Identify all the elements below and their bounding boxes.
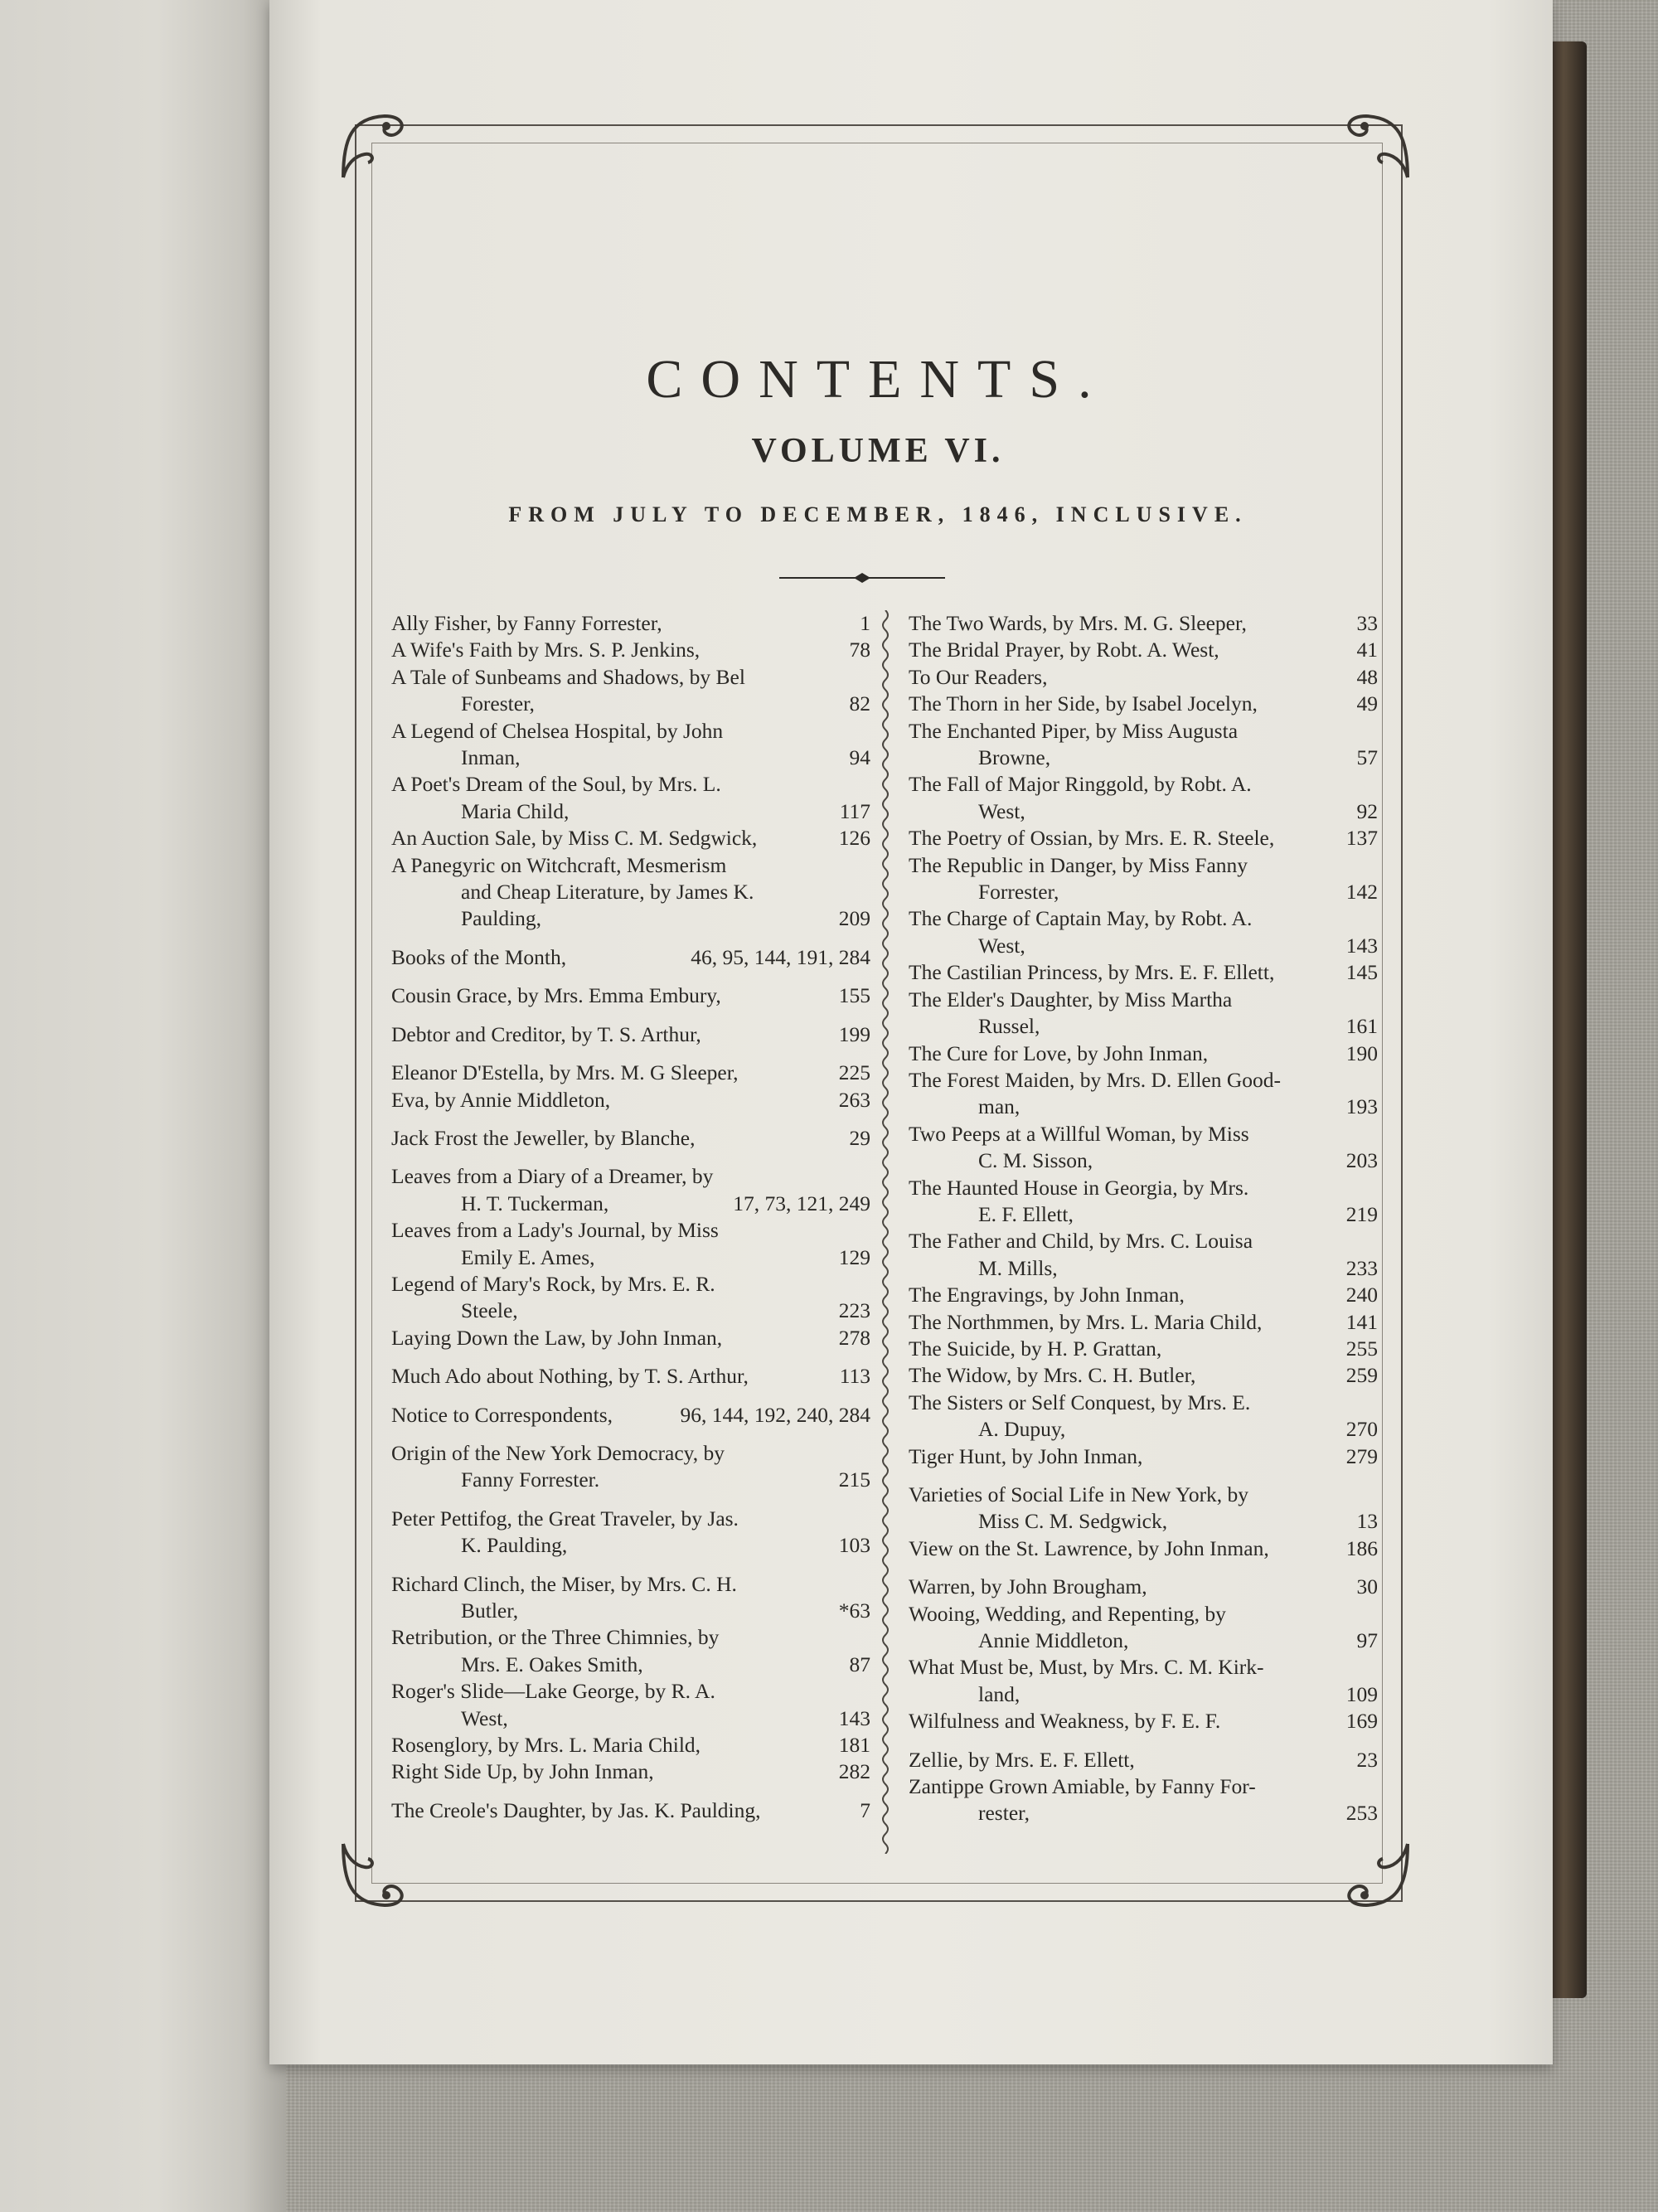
- entry-page-number: 17, 73, 121, 249: [733, 1191, 870, 1215]
- entry-title: A Legend of Chelsea Hospital, by John: [391, 718, 724, 743]
- toc-entry: [391, 1678, 870, 1732]
- entry-title: Origin of the New York Democracy, by: [391, 1440, 725, 1465]
- entry-page-number: 92: [1356, 798, 1378, 823]
- entry-title: The Two Wards, by Mrs. M. G. Sleeper,: [909, 611, 1247, 635]
- toc-entry: [391, 1363, 870, 1390]
- toc-entry: [391, 1271, 870, 1325]
- entry-title: Roger's Slide—Lake George, by R. A.: [391, 1679, 715, 1704]
- entry-title-continuation: man,: [978, 1094, 1020, 1119]
- entry-title-continuation: Browne,: [978, 745, 1051, 770]
- entry-title: Wilfulness and Weakness, by F. E. F.: [909, 1709, 1221, 1734]
- entry-page-number: 223: [838, 1298, 870, 1323]
- toc-entry: [391, 637, 870, 663]
- entry-title: The Enchanted Piper, by Miss Augusta: [909, 718, 1239, 743]
- entry-page-number: 255: [1345, 1336, 1378, 1361]
- entry-title: Retribution, or the Three Chimnies, by: [391, 1625, 720, 1650]
- entry-page-number: 30: [1356, 1574, 1378, 1599]
- entry-page-number: 109: [1345, 1681, 1378, 1706]
- toc-entry: [391, 1758, 870, 1785]
- entry-title: The Castilian Princess, by Mrs. E. F. Ellett,: [909, 960, 1275, 985]
- toc-entry: [391, 1732, 870, 1758]
- entry-page-number: 145: [1345, 960, 1378, 985]
- entry-page-number: 1: [860, 611, 870, 635]
- entry-title: Varieties of Social Life in New York, by: [909, 1482, 1249, 1506]
- entry-page-number: 263: [838, 1087, 870, 1112]
- entry-title-continuation: Russel,: [978, 1014, 1040, 1039]
- toc-entry: [391, 664, 870, 718]
- corner-ornament-icon: [1336, 106, 1416, 186]
- entry-page-number: 142: [1345, 880, 1378, 905]
- entry-page-number: 203: [1345, 1148, 1378, 1173]
- entry-title-continuation: H. T. Tuckerman,: [461, 1191, 609, 1215]
- entry-title-continuation: Maria Child,: [461, 798, 570, 823]
- entry-title: The Bridal Prayer, by Robt. A. West,: [909, 638, 1219, 662]
- toc-entry: [909, 1574, 1378, 1600]
- entry-page-number: 259: [1345, 1363, 1378, 1388]
- entry-title: A Tale of Sunbeams and Shadows, by Bel: [391, 664, 745, 689]
- entry-page-number: 193: [1345, 1094, 1378, 1119]
- entry-title: A Poet's Dream of the Soul, by Mrs. L.: [391, 772, 721, 797]
- toc-entry: [391, 1217, 870, 1271]
- entry-title: The Creole's Daughter, by Jas. K. Paulding,: [391, 1797, 761, 1822]
- entry-title-continuation: Emily E. Ames,: [461, 1244, 595, 1269]
- toc-entry: [909, 691, 1378, 717]
- toc-entry: [909, 1175, 1378, 1229]
- entry-title: The Father and Child, by Mrs. C. Louisa: [909, 1229, 1253, 1254]
- volume-label: VOLUME VI.: [751, 432, 1005, 470]
- toc-entry: [391, 610, 870, 637]
- entry-title-continuation: Inman,: [461, 745, 521, 770]
- entry-page-number: 126: [838, 826, 870, 851]
- toc-entry: [909, 1535, 1378, 1562]
- toc-entry: [909, 905, 1378, 959]
- entry-page-number: 94: [849, 745, 870, 770]
- entry-title: The Cure for Love, by John Inman,: [909, 1041, 1209, 1065]
- entry-page-number: *63: [838, 1598, 870, 1623]
- entry-page-number: 279: [1345, 1443, 1378, 1468]
- entry-page-number: 143: [838, 1705, 870, 1730]
- entry-title: Two Peeps at a Willful Woman, by Miss: [909, 1121, 1249, 1146]
- toc-entry: [391, 1571, 870, 1625]
- book-spine: [1549, 41, 1587, 1998]
- toc-entry: [909, 825, 1378, 851]
- entry-title: The Forest Maiden, by Mrs. D. Ellen Good-: [909, 1067, 1282, 1092]
- entry-title-continuation: A. Dupuy,: [978, 1417, 1066, 1442]
- toc-entry: [391, 1087, 870, 1113]
- entry-title: Eleanor D'Estella, by Mrs. M. G Sleeper,: [391, 1060, 739, 1085]
- entry-page-number: 87: [849, 1652, 870, 1676]
- entry-title: A Wife's Faith by Mrs. S. P. Jenkins,: [391, 638, 701, 662]
- entry-title: The Elder's Daughter, by Miss Martha: [909, 987, 1233, 1011]
- toc-entry: [909, 637, 1378, 663]
- entry-page-number: 103: [838, 1533, 870, 1558]
- entry-title: The Suicide, by H. P. Grattan,: [909, 1336, 1162, 1361]
- entry-title: Warren, by John Brougham,: [909, 1574, 1147, 1599]
- toc-entry: [909, 1362, 1378, 1389]
- entry-title: The Thorn in her Side, by Isabel Jocelyn,: [909, 691, 1258, 716]
- entry-page-number: 41: [1356, 638, 1378, 662]
- entry-title: The Fall of Major Ringgold, by Robt. A.: [909, 772, 1252, 797]
- entry-page-number: 155: [838, 983, 870, 1008]
- entry-page-number: 161: [1345, 1014, 1378, 1039]
- entry-page-number: 270: [1345, 1417, 1378, 1442]
- entry-title: A Panegyric on Witchcraft, Mesmerism: [391, 852, 727, 877]
- toc-entry: [391, 944, 870, 971]
- entry-page-number: 113: [839, 1364, 870, 1389]
- entry-title: The Engravings, by John Inman,: [909, 1283, 1185, 1307]
- entry-title: The Charge of Captain May, by Robt. A.: [909, 906, 1253, 931]
- toc-entry: [909, 1654, 1378, 1708]
- entry-title-continuation: C. M. Sisson,: [978, 1148, 1093, 1173]
- entry-title-continuation: Butler,: [461, 1598, 519, 1623]
- date-range: FROM JULY TO DECEMBER, 1846, INCLUSIVE.: [508, 502, 1248, 526]
- corner-ornament-icon: [335, 1836, 414, 1915]
- entry-title: Notice to Correspondents,: [391, 1402, 613, 1427]
- entry-title: Tiger Hunt, by John Inman,: [909, 1443, 1143, 1468]
- toc-entry: [391, 1402, 870, 1429]
- toc-entry: [391, 1021, 870, 1048]
- entry-page-number: 282: [838, 1759, 870, 1784]
- entry-title-continuation: Annie Middleton,: [978, 1628, 1129, 1653]
- entry-page-number: 215: [838, 1467, 870, 1492]
- toc-entry: [391, 1125, 870, 1152]
- toc-entry: [391, 1797, 870, 1824]
- toc-entry: [909, 1121, 1378, 1175]
- toc-entry: [391, 1440, 870, 1494]
- entry-title: Jack Frost the Jeweller, by Blanche,: [391, 1125, 696, 1150]
- toc-entry: [909, 987, 1378, 1041]
- toc-entry: [391, 852, 870, 933]
- entry-title: The Sisters or Self Conquest, by Mrs. E.: [909, 1390, 1251, 1414]
- entry-page-number: 7: [860, 1797, 870, 1822]
- toc-entry: [391, 718, 870, 772]
- entry-page-number: 49: [1356, 691, 1378, 716]
- toc-entry: [391, 1325, 870, 1351]
- entry-title: The Northmmen, by Mrs. L. Maria Child,: [909, 1309, 1263, 1334]
- entry-title: Debtor and Creditor, by T. S. Arthur,: [391, 1021, 701, 1046]
- entry-title-continuation: Forester,: [461, 691, 535, 716]
- entry-page-number: 209: [838, 906, 870, 931]
- entry-title-continuation: West,: [978, 798, 1025, 823]
- entry-title-continuation: West,: [461, 1705, 508, 1730]
- toc-entry: [391, 825, 870, 851]
- ornamental-rule-icon: [779, 572, 945, 584]
- entry-page-number: 129: [838, 1244, 870, 1269]
- entry-page-number: 48: [1356, 664, 1378, 689]
- entry-title: Wooing, Wedding, and Repenting, by: [909, 1601, 1226, 1626]
- entry-title: Eva, by Annie Middleton,: [391, 1087, 611, 1112]
- entry-title: Right Side Up, by John Inman,: [391, 1759, 654, 1784]
- entry-title-continuation: M. Mills,: [978, 1255, 1058, 1280]
- entry-page-number: 253: [1345, 1801, 1378, 1826]
- entry-title-continuation: and Cheap Literature, by James K.: [461, 880, 754, 905]
- toc-entry: [909, 959, 1378, 986]
- toc-entry: [391, 1624, 870, 1678]
- toc-entry: [909, 1601, 1378, 1655]
- entry-title-continuation: Forrester,: [978, 880, 1059, 905]
- entry-page-number: 57: [1356, 745, 1378, 770]
- entry-title: Zellie, by Mrs. E. F. Ellett,: [909, 1747, 1135, 1772]
- entry-title: The Poetry of Ossian, by Mrs. E. R. Steele,: [909, 826, 1275, 851]
- entry-page-number: 199: [838, 1021, 870, 1046]
- toc-entry: [909, 1336, 1378, 1362]
- toc-entry: [909, 1390, 1378, 1443]
- column-divider: [879, 610, 892, 1854]
- entry-title: What Must be, Must, by Mrs. C. M. Kirk-: [909, 1655, 1264, 1680]
- entry-title: Leaves from a Lady's Journal, by Miss: [391, 1218, 719, 1243]
- toc-entry: [909, 1708, 1378, 1734]
- entry-title-continuation: Miss C. M. Sedgwick,: [978, 1509, 1168, 1534]
- contents-right-column: [909, 610, 1378, 1827]
- toc-entry: [909, 1067, 1378, 1121]
- entry-title: Zantippe Grown Amiable, by Fanny For-: [909, 1774, 1256, 1799]
- entry-page-number: 82: [849, 691, 870, 716]
- entry-title: Much Ado about Nothing, by T. S. Arthur,: [391, 1364, 749, 1389]
- entry-title: To Our Readers,: [909, 664, 1048, 689]
- entry-title-continuation: rester,: [978, 1801, 1030, 1826]
- toc-entry: [909, 664, 1378, 691]
- facing-page: [0, 0, 286, 2212]
- entry-title-continuation: E. F. Ellett,: [978, 1201, 1074, 1226]
- corner-ornament-icon: [1336, 1836, 1416, 1915]
- toc-entry: [909, 1228, 1378, 1282]
- entry-title: An Auction Sale, by Miss C. M. Sedgwick,: [391, 826, 758, 851]
- entry-title-continuation: Mrs. E. Oakes Smith,: [461, 1652, 643, 1676]
- entry-page-number: 219: [1345, 1201, 1378, 1226]
- entry-title-continuation: Fanny Forrester.: [461, 1467, 600, 1492]
- entry-title-continuation: Steele,: [461, 1298, 518, 1323]
- entry-page-number: 46, 95, 144, 191, 284: [691, 944, 870, 969]
- toc-entry: [909, 1309, 1378, 1336]
- entry-page-number: 96, 144, 192, 240, 284: [680, 1402, 870, 1427]
- entry-page-number: 143: [1345, 933, 1378, 958]
- toc-entry: [909, 852, 1378, 906]
- toc-entry: [909, 1282, 1378, 1308]
- entry-page-number: 181: [838, 1733, 870, 1758]
- corner-ornament-icon: [335, 106, 414, 186]
- entry-title: Legend of Mary's Rock, by Mrs. E. R.: [391, 1271, 715, 1296]
- entry-page-number: 117: [839, 798, 870, 823]
- entry-title: The Republic in Danger, by Miss Fanny: [909, 852, 1248, 877]
- entry-title: The Widow, by Mrs. C. H. Butler,: [909, 1363, 1196, 1388]
- toc-entry: [909, 718, 1378, 772]
- toc-entry: [909, 1443, 1378, 1470]
- entry-page-number: 13: [1356, 1509, 1378, 1534]
- entry-title: Peter Pettifog, the Great Traveler, by Jas.: [391, 1506, 739, 1530]
- entry-page-number: 190: [1345, 1041, 1378, 1065]
- entry-title-continuation: West,: [978, 933, 1025, 958]
- toc-entry: [391, 1163, 870, 1217]
- entry-title: The Haunted House in Georgia, by Mrs.: [909, 1175, 1249, 1200]
- entry-page-number: 97: [1356, 1628, 1378, 1653]
- entry-page-number: 278: [838, 1325, 870, 1350]
- entry-page-number: 225: [838, 1060, 870, 1085]
- toc-entry: [391, 771, 870, 825]
- toc-entry: [391, 982, 870, 1009]
- toc-entry: [391, 1506, 870, 1560]
- entry-page-number: 186: [1345, 1535, 1378, 1560]
- toc-entry: [909, 771, 1378, 825]
- entry-title: Richard Clinch, the Miser, by Mrs. C. H.: [391, 1571, 737, 1596]
- entry-page-number: 23: [1356, 1747, 1378, 1772]
- entry-title: Laying Down the Law, by John Inman,: [391, 1325, 723, 1350]
- entry-title-continuation: land,: [978, 1681, 1020, 1706]
- entry-page-number: 78: [849, 638, 870, 662]
- entry-title: View on the St. Lawrence, by John Inman,: [909, 1535, 1269, 1560]
- entry-title: Leaves from a Diary of a Dreamer, by: [391, 1164, 714, 1189]
- toc-entry: [909, 1773, 1378, 1827]
- entry-page-number: 29: [849, 1125, 870, 1150]
- entry-title: Rosenglory, by Mrs. L. Maria Child,: [391, 1733, 701, 1758]
- entry-page-number: 233: [1345, 1255, 1378, 1280]
- contents-left-column: [391, 610, 870, 1824]
- entry-title: Cousin Grace, by Mrs. Emma Embury,: [391, 983, 721, 1008]
- entry-title-continuation: K. Paulding,: [461, 1533, 568, 1558]
- toc-entry: [391, 1060, 870, 1086]
- entry-page-number: 137: [1345, 826, 1378, 851]
- entry-title: Books of the Month,: [391, 944, 567, 969]
- toc-entry: [909, 1041, 1378, 1067]
- entry-title: Ally Fisher, by Fanny Forrester,: [391, 611, 662, 635]
- entry-page-number: 240: [1345, 1283, 1378, 1307]
- toc-entry: [909, 1482, 1378, 1535]
- entry-page-number: 169: [1345, 1709, 1378, 1734]
- entry-title-continuation: Paulding,: [461, 906, 542, 931]
- entry-page-number: 141: [1345, 1309, 1378, 1334]
- toc-entry: [909, 610, 1378, 637]
- page-title: CONTENTS.: [646, 349, 1110, 410]
- entry-page-number: 33: [1356, 611, 1378, 635]
- toc-entry: [909, 1747, 1378, 1773]
